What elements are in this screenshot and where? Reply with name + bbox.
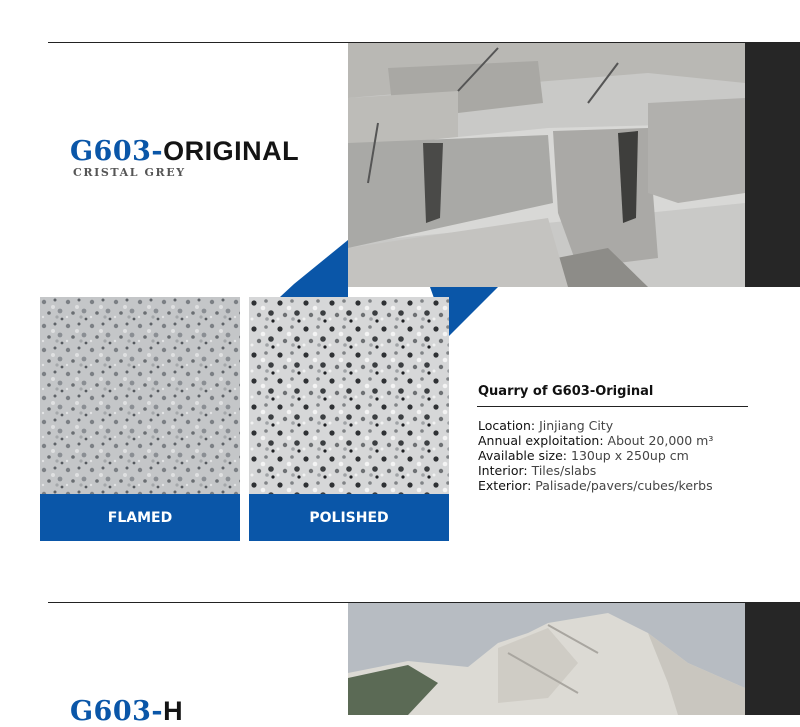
stone-name: ORIGINAL xyxy=(163,136,300,166)
quarry-photo-2 xyxy=(348,603,745,715)
stone-code: G603- xyxy=(70,136,164,167)
stone-title xyxy=(70,138,299,165)
info-row-exterior xyxy=(478,480,713,493)
stone-subtitle: CRISTAL GREY xyxy=(73,166,186,179)
finish-swatch-flamed xyxy=(40,297,240,541)
info-value: 130up x 250up cm xyxy=(571,448,689,463)
finish-swatch-polished xyxy=(249,297,449,541)
stone-name-2: H xyxy=(163,696,184,726)
info-row-location xyxy=(478,420,613,433)
info-row-annual-exploitation xyxy=(478,435,713,448)
photo-edge-strip-2 xyxy=(745,603,800,715)
info-row-interior xyxy=(478,465,596,478)
info-label: Location: xyxy=(478,418,536,433)
info-label: Available size: xyxy=(478,448,568,463)
info-label: Annual exploitation: xyxy=(478,433,604,448)
stone-code-2: G603- xyxy=(70,696,164,727)
stone-title-2 xyxy=(70,698,183,725)
finish-label-polished: POLISHED xyxy=(249,494,449,541)
info-row-available-size xyxy=(478,450,689,463)
info-value: Jinjiang City xyxy=(539,418,614,433)
info-value: Tiles/slabs xyxy=(531,463,597,478)
info-value: About 20,000 m³ xyxy=(607,433,714,448)
polished-texture xyxy=(249,297,449,494)
quarry-heading-rule xyxy=(477,406,748,407)
photo-edge-strip xyxy=(745,43,800,287)
info-label: Interior: xyxy=(478,463,528,478)
info-label: Exterior: xyxy=(478,478,532,493)
flamed-texture xyxy=(40,297,240,494)
quarry-heading: Quarry of G603-Original xyxy=(478,384,654,399)
finish-label-flamed: FLAMED xyxy=(40,494,240,541)
info-value: Palisade/pavers/cubes/kerbs xyxy=(535,478,713,493)
